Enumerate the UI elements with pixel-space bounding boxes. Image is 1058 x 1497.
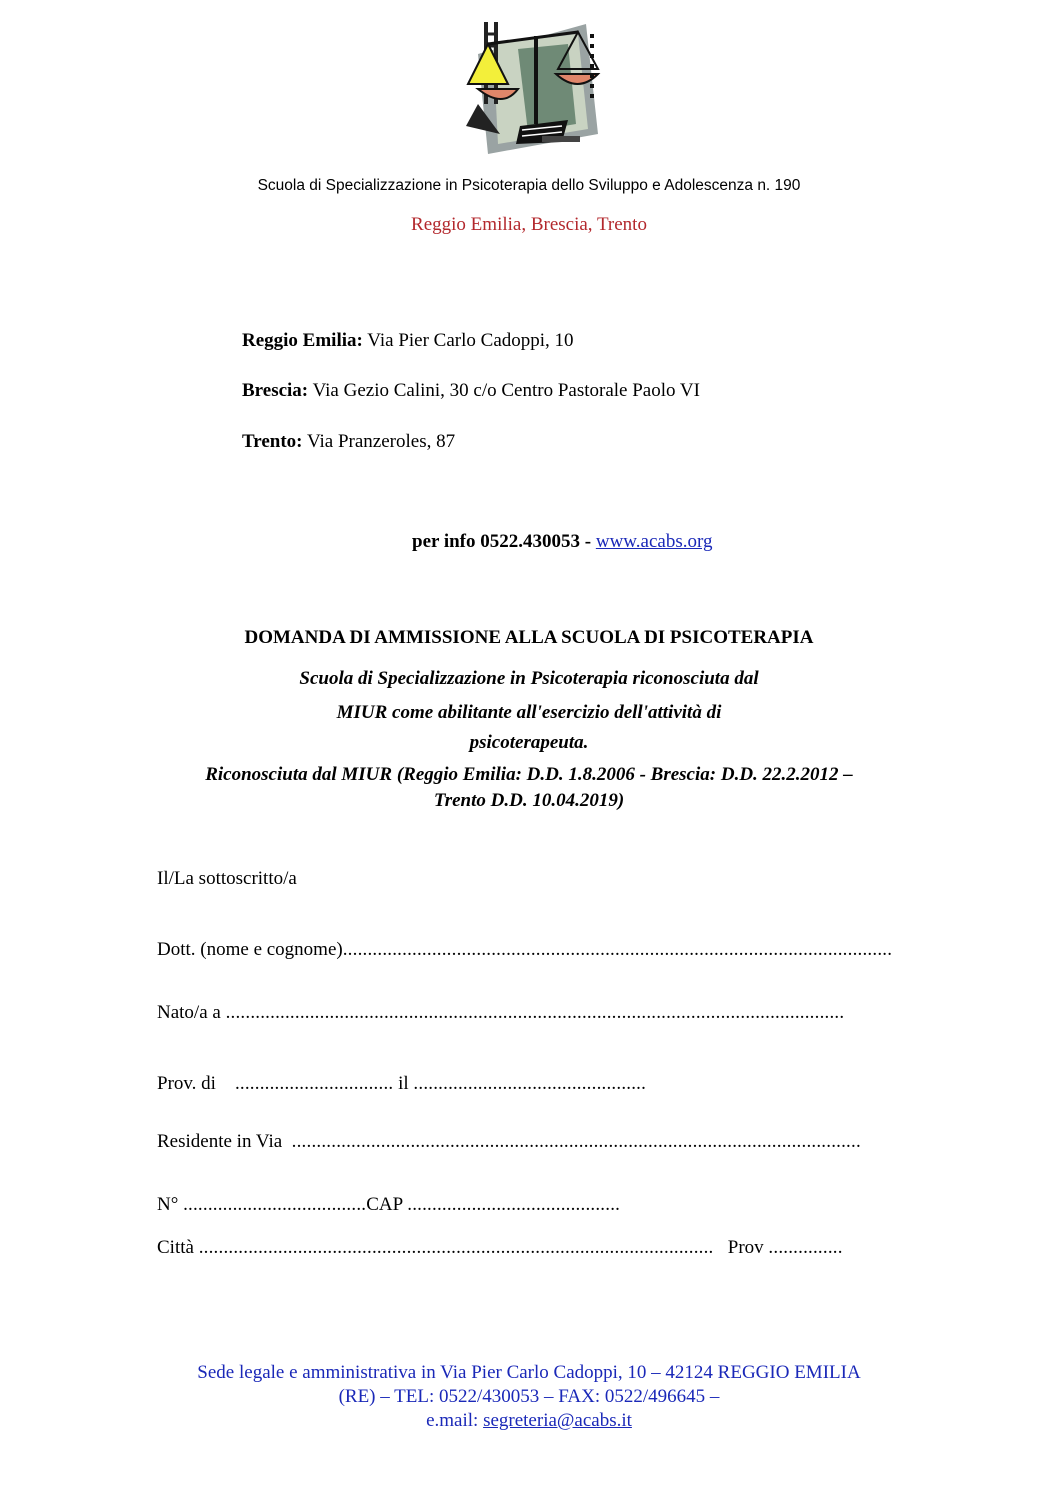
province-field[interactable]: ................................ xyxy=(234,1073,394,1094)
document-title: DOMANDA DI AMMISSIONE ALLA SCUOLA DI PSICOTERAPIA xyxy=(244,627,814,648)
subtitle-line-4: Riconosciuta dal MIUR (Reggio Emilia: D.D. 1.8.2006 - Brescia: D.D. 22.2.2012 – xyxy=(205,764,853,785)
city-province-field[interactable]: ............... xyxy=(768,1237,843,1258)
birthdate-field[interactable]: ............................................... xyxy=(413,1073,647,1094)
city-province-label: Prov xyxy=(727,1237,764,1258)
address-city-label: Reggio Emilia: xyxy=(242,330,363,351)
street-row xyxy=(157,1131,861,1153)
province-label: Prov. di xyxy=(157,1073,216,1094)
birthdate-label: il xyxy=(398,1073,409,1094)
address-text: Via Pranzeroles, 87 xyxy=(306,431,456,452)
cities-line: Reggio Emilia, Brescia, Trento xyxy=(411,214,647,235)
street-field[interactable]: ................................................................................................................... xyxy=(291,1131,861,1152)
subtitle-line-2: MIUR come abilitante all'esercizio dell'attività di xyxy=(336,702,722,723)
footer-line-2: (RE) – TEL: 0522/430053 – FAX: 0522/496645 – xyxy=(338,1386,720,1407)
birthplace-label: Nato/a a xyxy=(157,1002,221,1023)
address-brescia xyxy=(242,380,700,402)
name-field[interactable]: ............................................................................................................... xyxy=(342,939,893,960)
address-city-label: Trento: xyxy=(242,431,303,452)
subtitle-line-3: psicoterapeuta. xyxy=(469,732,589,753)
name-row xyxy=(157,939,892,961)
subtitle-line-1: Scuola di Specializzazione in Psicoterapia riconosciuta dal xyxy=(299,668,759,689)
cap-field[interactable]: ........................................... xyxy=(407,1194,621,1215)
address-trento xyxy=(242,431,455,453)
email-link[interactable]: segreteria@acabs.it xyxy=(483,1410,632,1431)
city-field[interactable]: ........................................................................................................ xyxy=(198,1237,714,1258)
info-phone: per info 0522.430053 - xyxy=(412,531,592,552)
website-link[interactable]: www.acabs.org xyxy=(595,531,713,552)
address-city-label: Brescia: xyxy=(242,380,309,401)
info-line xyxy=(412,531,712,553)
birthplace-field[interactable]: ............................................................................................................................. xyxy=(225,1002,845,1023)
email-label: e.mail: xyxy=(426,1410,479,1431)
province-date-row xyxy=(157,1073,646,1095)
city-label: Città xyxy=(157,1237,194,1258)
form-intro: Il/La sottoscritto/a xyxy=(157,868,297,889)
birthplace-row xyxy=(157,1002,844,1024)
footer-line-3 xyxy=(0,1409,1058,1433)
cap-label: CAP xyxy=(366,1194,403,1215)
footer-line-1: Sede legale e amministrativa in Via Pier Carlo Cadoppi, 10 – 42124 REGGIO EMILIA xyxy=(197,1362,861,1383)
address-text: Via Pier Carlo Cadoppi, 10 xyxy=(367,330,574,351)
scales-logo-image xyxy=(458,14,606,162)
city-row xyxy=(157,1237,843,1259)
number-cap-row xyxy=(157,1194,620,1216)
street-number-field[interactable]: ..................................... xyxy=(183,1194,367,1215)
address-reggio-emilia xyxy=(242,330,574,352)
address-text: Via Gezio Calini, 30 c/o Centro Pastorale Paolo VI xyxy=(312,380,700,401)
subtitle-line-5: Trento D.D. 10.04.2019) xyxy=(433,790,625,811)
footer xyxy=(0,1361,1058,1433)
name-label: Dott. (nome e cognome) xyxy=(157,939,343,960)
school-name-line: Scuola di Specializzazione in Psicoterapia dello Sviluppo e Adolescenza n. 190 xyxy=(257,177,801,194)
street-label: Residente in Via xyxy=(157,1131,283,1152)
street-number-label: N° xyxy=(157,1194,179,1215)
